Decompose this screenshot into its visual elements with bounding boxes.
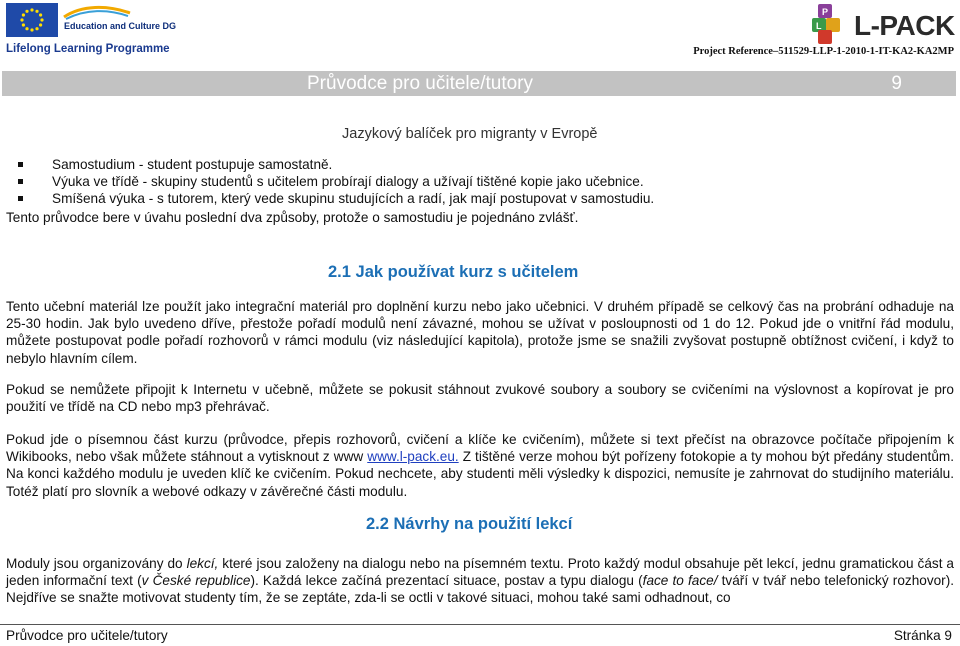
list-item-text: Smíšená výuka - s tutorem, který vede skupinu studujících a radí, jak mají postupovat v samostudiu. bbox=[52, 191, 655, 206]
bullet-square-icon bbox=[18, 196, 23, 201]
section-heading-2-2: 2.2 Návrhy na použití lekcí bbox=[366, 515, 573, 533]
paragraph: Pokud se nemůžete připojit k Internetu v učebně, můžete se pokusit stáhnout zvukové soubory a soubory se cvičeními na výslovnost a kopírovat je pro použití ve třídě na CD nebo mp3 přehrávač. bbox=[6, 382, 954, 415]
eu-flag-icon bbox=[6, 3, 58, 37]
page-number: 9 bbox=[891, 73, 902, 94]
paragraph-text: Pokud jde o písemnou část kurzu (průvodce, přepis rozhovorů, cvičení a klíče ke cvičením), můžete si text přečíst na obrazovce počítače připojením k Wikibooks, nebo však můžete stáhnout a vytisknout z www bbox=[6, 432, 954, 465]
swoosh-icon bbox=[62, 3, 132, 21]
eu-programme-label: Lifelong Learning Programme bbox=[6, 43, 170, 55]
list-item bbox=[10, 173, 654, 190]
eu-logo bbox=[6, 3, 177, 55]
document-title: Průvodce pro učitele/tutory bbox=[307, 73, 534, 94]
lpack-puzzle-icon bbox=[810, 4, 852, 44]
subtitle: Jazykový balíček pro migranty v Evropě bbox=[342, 126, 598, 142]
paragraph-text: ). Každá lekce začíná prezentací situace, postav a typu dialogu ( bbox=[250, 573, 643, 589]
intro-text: Tento průvodce bere v úvahu poslední dva způsoby, protože o samostudiu je pojednáno zvlášť. bbox=[6, 210, 579, 225]
list-item bbox=[10, 156, 654, 173]
paragraph bbox=[6, 431, 954, 500]
section-heading-2-1: 2.1 Jak používat kurz s učitelem bbox=[328, 263, 579, 281]
title-bar bbox=[2, 71, 956, 96]
svg-text:L: L bbox=[816, 21, 822, 31]
paragraph-text: tváří v tvář nebo telefonický rozhovor). Nejdříve se snažte motivovat studenty tím, že se zeptáte, zda-li se octli v takové situaci, mohou také sami odhadnout, co bbox=[6, 573, 955, 606]
emphasis-text: face to face/ bbox=[642, 573, 718, 589]
emphasis-text: v České republice bbox=[141, 573, 251, 589]
paragraph-text: Z tištěné verze mohou být pořízeny fotokopie a ty mohou být předány studentům. Na konci každého modulu je uveden klíč ke cvičením. Pokud nechcete, aby studenti měli výsledky k dispozici, nemusíte je zahrnovat do studijního materiálu. Totéž platí pro slovník a webové odkazy v závěrečné části modulu. bbox=[6, 449, 954, 499]
project-reference: Project Reference–511529-LLP-1-2010-1-IT-KA2-KA2MP bbox=[693, 46, 954, 57]
paragraph-text: Moduly jsou organizovány do bbox=[6, 556, 187, 571]
list-item bbox=[10, 190, 654, 207]
paragraph bbox=[6, 555, 954, 607]
lpack-link[interactable]: www.l-pack.eu. bbox=[367, 449, 459, 465]
list-item-text: Výuka ve třídě - skupiny studentů s učitelem probírají dialogy a užívají tištěné kopie jako učebnice. bbox=[52, 174, 644, 189]
bullet-list bbox=[10, 156, 654, 207]
list-item-text: Samostudium - student postupuje samostatně. bbox=[52, 157, 333, 172]
footer-page-label: Stránka 9 bbox=[893, 628, 952, 643]
paragraph: Tento učební materiál lze použít jako integrační materiál pro doplnění kurzu nebo jako učebnici. V druhém případě se celkový čas na probrání odhaduje na 25-30 hodin. Jak bylo uvedeno dříve, přestože pořadí modulů není závazné, mohou se užívat v posloupnosti od 1 do 12. Pokud jde o vnitřní řád modulu, můžete postupovat podle pořadí rozhovorů v rámci modulu (viz následující kapitola), protože jsme se snažili zvyšovat postupně obtížnost cvičení, i když to nebylo hlavním cílem. bbox=[6, 299, 954, 366]
footer-divider bbox=[0, 624, 960, 625]
lpack-brand: L-PACK bbox=[854, 10, 955, 41]
emphasis-text: lekcí, bbox=[186, 556, 219, 571]
bullet-square-icon bbox=[18, 162, 23, 167]
lpack-logo bbox=[810, 4, 960, 44]
bullet-square-icon bbox=[18, 179, 23, 184]
eu-dg-label: Education and Culture DG bbox=[64, 21, 177, 31]
svg-text:P: P bbox=[822, 7, 829, 17]
footer-title: Průvodce pro učitele/tutory bbox=[6, 628, 168, 643]
paragraph-text: které jsou založeny na dialogu nebo na písemném textu. Proto každý modul obsahuje pět lekcí, jednu gramatickou část a jeden informační text ( bbox=[6, 556, 954, 589]
